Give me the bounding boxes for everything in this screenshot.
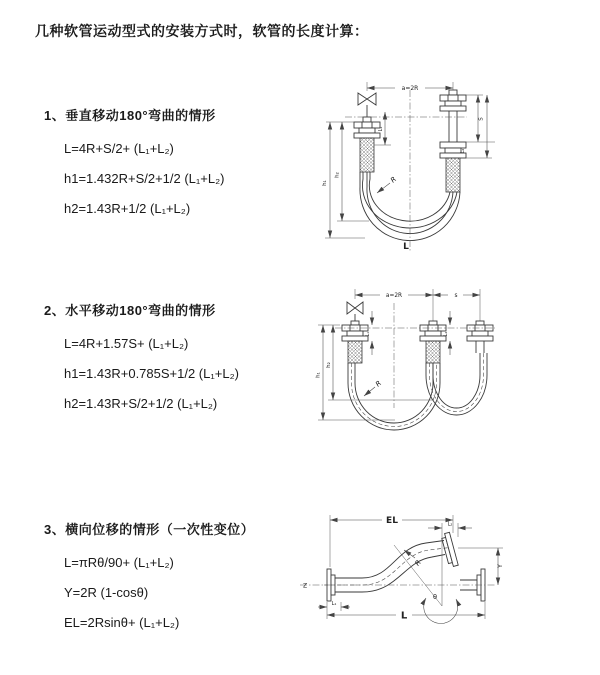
- d1-dim-h1: [322, 122, 365, 238]
- d3-el-label: EL: [386, 516, 398, 526]
- section-horizontal-180: [44, 300, 324, 419]
- page-title: 几种软管运动型式的安装方式时，软管的长度计算：: [35, 23, 369, 39]
- section-1-heading: 1、垂直移动180°弯曲的情形: [44, 108, 216, 123]
- formula-Y: Y=2R (1-cosθ): [64, 585, 149, 600]
- d2-l2-label: L₂: [444, 331, 449, 337]
- d3-upper-flange: [441, 532, 458, 567]
- formula-h2: h2=1.43R+S/2+1/2 (L₁+L₂): [64, 396, 218, 411]
- d3-theta-label: θ: [433, 593, 437, 601]
- d1-s-label: S: [478, 117, 485, 121]
- d1-span-label: a=2R: [401, 85, 419, 92]
- d1-dim-s: [466, 95, 495, 142]
- formula-h2: h2=1.43R+1/2 (L₁+L₂): [64, 201, 191, 216]
- formula-h1: h1=1.43R+0.785S+1/2 (L₁+L₂): [64, 366, 239, 381]
- d1-r-label: R: [389, 175, 399, 185]
- d1-h2-label: h₂: [334, 172, 341, 178]
- diagram-horizontal-180-bend: [310, 283, 547, 448]
- d3-dim-l: [327, 602, 485, 622]
- d3-hose: [324, 541, 450, 593]
- d1-radius-annotation: [377, 175, 398, 193]
- d2-middle-flange: [420, 321, 446, 363]
- d1-right-braid: [446, 158, 460, 192]
- d2-h1-label: h₁: [315, 372, 322, 378]
- d3-l-label: L: [400, 610, 408, 622]
- d1-left-braid: [360, 138, 374, 172]
- d3-dim-el: [330, 515, 453, 567]
- d2-left-flange: [342, 321, 368, 363]
- formula-h1: h1=1.432R+S/2+1/2 (L₁+L₂): [64, 171, 225, 186]
- section-lateral-displacement: [44, 519, 324, 638]
- d2-s-label: s: [454, 293, 458, 299]
- d2-l1-label: L₁: [366, 331, 371, 337]
- d1-l2-label: L₂: [460, 148, 466, 154]
- d3-dim-l1: [318, 601, 350, 611]
- d2-h2-label: h₂: [326, 362, 332, 368]
- d1-l1-label: L₁: [378, 126, 384, 132]
- d1-h1-label: h₁: [322, 180, 328, 186]
- formula-L: L=πRθ/90+ (L₁+L₂): [64, 555, 174, 570]
- d3-l1-label: L₁: [331, 601, 337, 607]
- d1-left-flange: [354, 117, 380, 172]
- formula-L: L=4R+1.57S+ (L₁+L₂): [64, 336, 189, 351]
- diagram-lateral-displacement: [296, 503, 562, 648]
- d3-z-label: Z: [303, 582, 308, 590]
- formula-L: L=4R+S/2+ (L₁+L₂): [64, 141, 174, 156]
- d1-l-label: L: [403, 242, 409, 252]
- d2-radius-annotation: [364, 379, 383, 396]
- section-vertical-180: [44, 105, 324, 224]
- d2-right-flange: [467, 321, 493, 353]
- d3-y-label: Y: [496, 564, 504, 568]
- d1-right-upper-flange: [440, 90, 466, 142]
- d2-span-label: a=2R: [385, 293, 403, 299]
- d3-l2-label: L₂: [447, 521, 453, 528]
- diagram-vertical-180-bend: [315, 75, 547, 257]
- formula-EL: EL=2Rsinθ+ (L₁+L₂): [64, 615, 180, 630]
- section-2-heading: 2、水平移动180°弯曲的情形: [44, 303, 216, 318]
- d2-dim-span: [355, 289, 480, 321]
- d3-r-label: R: [413, 558, 423, 568]
- d2-dim-l2: [443, 311, 450, 355]
- section-3-heading: 3、横向位移的情形（一次性变位）: [44, 522, 255, 537]
- d2-dim-l1: [365, 311, 372, 355]
- d1-dim-l2: [460, 95, 492, 158]
- d2-r-label: R: [374, 379, 384, 389]
